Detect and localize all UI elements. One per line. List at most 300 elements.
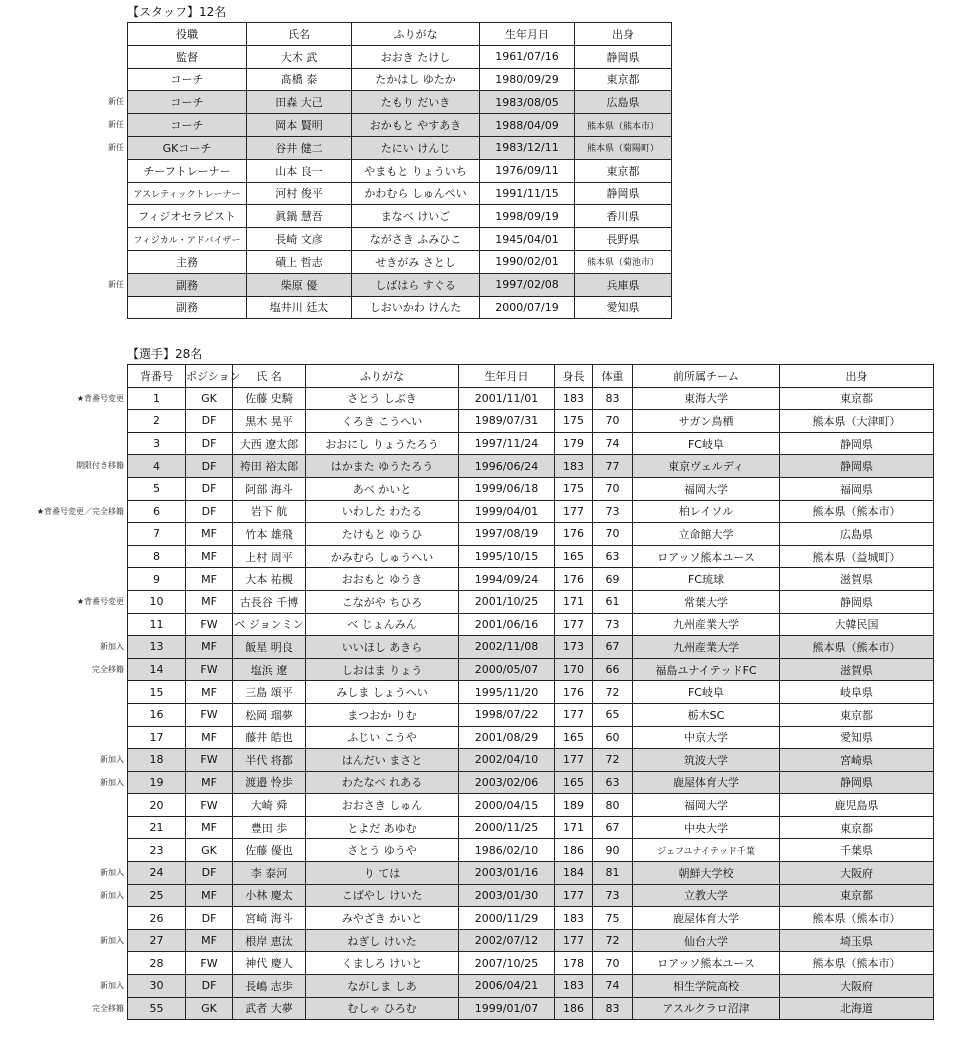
player-row [128,590,934,613]
player-origin-cell: 福岡県 [780,477,934,500]
staff-row [128,228,672,251]
player-row-note: 期限付き移籍 [76,461,124,471]
player-name-cell: 佐藤 史騎 [233,387,306,410]
staff-origin-cell: 熊本県（菊陽町） [575,136,672,159]
staff-dob-cell: 1976/09/11 [480,159,575,182]
player-kana-cell: べ じょんみん [306,613,459,636]
player-prev-cell: 立命館大学 [633,523,780,546]
staff-role-cell: 監督 [128,45,247,68]
player-pos-cell: DF [186,410,233,433]
staff-header-cell: 生年月日 [480,23,575,46]
staff-origin-cell: 熊本県（熊本市） [575,114,672,137]
staff-kana-cell: おおき たけし [352,45,480,68]
player-name-cell: 武者 大夢 [233,997,306,1020]
player-no-cell: 17 [128,726,186,749]
player-dob-cell: 2001/06/16 [459,613,555,636]
player-name-cell: 大西 遼太郎 [233,432,306,455]
player-prev-cell: ジェフユナイテッド千葉 [633,839,780,862]
player-row [128,862,934,885]
staff-row-note: 新任 [108,279,124,289]
player-weight-cell: 77 [593,455,633,478]
player-origin-cell: 静岡県 [780,455,934,478]
staff-dob-cell: 1961/07/16 [480,45,575,68]
player-no-cell: 10 [128,590,186,613]
player-row-note: 完全移籍 [92,1003,124,1013]
player-kana-cell: ねぎし けいた [306,929,459,952]
player-row [128,545,934,568]
player-weight-cell: 72 [593,681,633,704]
player-weight-cell: 74 [593,975,633,998]
player-row [128,794,934,817]
staff-role-cell: フィジカル・アドバイザー [128,228,247,251]
player-weight-cell: 83 [593,387,633,410]
player-height-cell: 171 [555,590,593,613]
players-header-cell: 身長 [555,365,593,388]
staff-origin-cell: 長野県 [575,228,672,251]
player-weight-cell: 63 [593,771,633,794]
player-dob-cell: 1989/07/31 [459,410,555,433]
player-no-cell: 20 [128,794,186,817]
staff-row [128,68,672,91]
player-row [128,658,934,681]
player-height-cell: 176 [555,523,593,546]
staff-kana-cell: たかはし ゆたか [352,68,480,91]
players-section-title: 【選手】28名 [127,347,203,361]
player-dob-cell: 2000/11/29 [459,907,555,930]
player-origin-cell: 鹿児島県 [780,794,934,817]
player-origin-cell: 愛知県 [780,726,934,749]
player-pos-cell: MF [186,726,233,749]
player-dob-cell: 2002/07/12 [459,929,555,952]
staff-row [128,273,672,296]
player-name-cell: 佐藤 優也 [233,839,306,862]
player-pos-cell: MF [186,771,233,794]
player-origin-cell: 東京都 [780,703,934,726]
player-no-cell: 19 [128,771,186,794]
player-kana-cell: ふじい こうや [306,726,459,749]
staff-dob-cell: 1945/04/01 [480,228,575,251]
player-pos-cell: FW [186,794,233,817]
staff-origin-cell: 広島県 [575,91,672,114]
player-height-cell: 177 [555,703,593,726]
player-weight-cell: 70 [593,477,633,500]
player-no-cell: 1 [128,387,186,410]
player-no-cell: 14 [128,658,186,681]
player-prev-cell: FC岐阜 [633,681,780,704]
player-name-cell: 袴田 裕太郎 [233,455,306,478]
player-dob-cell: 1997/11/24 [459,432,555,455]
player-prev-cell: 福岡大学 [633,794,780,817]
player-name-cell: 渡邉 怜歩 [233,771,306,794]
player-weight-cell: 80 [593,794,633,817]
player-weight-cell: 72 [593,749,633,772]
player-row [128,681,934,704]
players-header-cell: 出身 [780,365,934,388]
player-height-cell: 176 [555,568,593,591]
staff-origin-cell: 愛知県 [575,296,672,319]
staff-kana-cell: やまもと りょういち [352,159,480,182]
player-dob-cell: 1999/04/01 [459,500,555,523]
player-weight-cell: 75 [593,907,633,930]
player-origin-cell: 大阪府 [780,975,934,998]
player-pos-cell: GK [186,839,233,862]
players-header-cell: 生年月日 [459,365,555,388]
staff-name-cell: 髙橋 泰 [247,68,352,91]
player-no-cell: 2 [128,410,186,433]
player-no-cell: 13 [128,636,186,659]
player-height-cell: 177 [555,884,593,907]
player-prev-cell: 鹿屋体育大学 [633,907,780,930]
player-no-cell: 11 [128,613,186,636]
player-name-cell: 竹本 雄飛 [233,523,306,546]
staff-dob-cell: 1988/04/09 [480,114,575,137]
player-name-cell: 宮崎 海斗 [233,907,306,930]
staff-row-note: 新任 [108,143,124,152]
player-weight-cell: 61 [593,590,633,613]
staff-row [128,91,672,114]
player-weight-cell: 90 [593,839,633,862]
player-kana-cell: おおもと ゆうき [306,568,459,591]
player-kana-cell: はんだい まさと [306,749,459,772]
player-row [128,884,934,907]
player-prev-cell: 栃木SC [633,703,780,726]
player-weight-cell: 73 [593,500,633,523]
player-height-cell: 171 [555,816,593,839]
staff-name-cell: 田森 大己 [247,91,352,114]
staff-row-note: 新任 [108,97,124,107]
player-row-note: 新加入 [100,642,124,652]
player-height-cell: 173 [555,636,593,659]
staff-header-cell: 出身 [575,23,672,46]
staff-dob-cell: 1990/02/01 [480,250,575,273]
player-dob-cell: 2000/04/15 [459,794,555,817]
player-origin-cell: 熊本県（益城町） [780,545,934,568]
player-weight-cell: 81 [593,862,633,885]
staff-dob-cell: 1983/08/05 [480,91,575,114]
staff-dob-cell: 1980/09/29 [480,68,575,91]
staff-origin-cell: 熊本県（菊池市） [575,250,672,273]
player-origin-cell: 東京都 [780,884,934,907]
player-kana-cell: たけもと ゆうひ [306,523,459,546]
player-dob-cell: 2000/05/07 [459,658,555,681]
player-name-cell: ベ ジョンミン [233,613,306,636]
player-height-cell: 177 [555,929,593,952]
player-kana-cell: さとう ゆうや [306,839,459,862]
staff-row [128,114,672,137]
player-pos-cell: MF [186,523,233,546]
player-prev-cell: 朝鮮大学校 [633,862,780,885]
player-height-cell: 165 [555,545,593,568]
player-pos-cell: GK [186,997,233,1020]
player-no-cell: 16 [128,703,186,726]
staff-origin-cell: 兵庫県 [575,273,672,296]
player-height-cell: 177 [555,749,593,772]
player-pos-cell: DF [186,862,233,885]
player-weight-cell: 67 [593,636,633,659]
staff-name-cell: 磧上 哲志 [247,250,352,273]
player-pos-cell: FW [186,613,233,636]
player-row [128,839,934,862]
player-row [128,816,934,839]
staff-origin-cell: 静岡県 [575,182,672,205]
player-dob-cell: 2000/11/25 [459,816,555,839]
player-row-note: 新加入 [100,868,124,878]
player-prev-cell: 立教大学 [633,884,780,907]
player-weight-cell: 73 [593,613,633,636]
player-name-cell: 黒木 晃平 [233,410,306,433]
staff-name-cell: 大木 武 [247,45,352,68]
player-name-cell: 大本 祐槻 [233,568,306,591]
player-name-cell: 半代 将都 [233,749,306,772]
player-height-cell: 178 [555,952,593,975]
player-pos-cell: FW [186,749,233,772]
staff-row [128,250,672,273]
staff-origin-cell: 香川県 [575,205,672,228]
player-prev-cell: 常葉大学 [633,590,780,613]
player-row [128,952,934,975]
staff-origin-cell: 静岡県 [575,45,672,68]
player-origin-cell: 静岡県 [780,590,934,613]
player-origin-cell: 熊本県（熊本市） [780,907,934,930]
players-header-cell: 氏 名 [233,365,306,388]
player-kana-cell: こばやし けいた [306,884,459,907]
player-kana-cell: かみむら しゅうへい [306,545,459,568]
staff-name-cell: 山本 良一 [247,159,352,182]
staff-header-row [128,23,672,46]
player-prev-cell: 相生学院高校 [633,975,780,998]
player-pos-cell: DF [186,477,233,500]
staff-role-cell: コーチ [128,68,247,91]
staff-dob-cell: 1983/12/11 [480,136,575,159]
player-weight-cell: 83 [593,997,633,1020]
player-origin-cell: 熊本県（熊本市） [780,636,934,659]
player-row-note: 新加入 [100,936,124,945]
player-kana-cell: り ては [306,862,459,885]
players-header-row [128,365,934,388]
player-prev-cell: 九州産業大学 [633,636,780,659]
staff-role-cell: 副務 [128,296,247,319]
player-height-cell: 184 [555,862,593,885]
staff-role-cell: フィジオセラピスト [128,205,247,228]
player-height-cell: 186 [555,839,593,862]
staff-kana-cell: たにい けんじ [352,136,480,159]
player-name-cell: 長嶋 志歩 [233,975,306,998]
player-weight-cell: 60 [593,726,633,749]
player-kana-cell: はかまた ゆうたろう [306,455,459,478]
player-kana-cell: くましろ けいと [306,952,459,975]
players-header-cell: ふりがな [306,365,459,388]
player-kana-cell: むしゃ ひろむ [306,997,459,1020]
staff-row [128,205,672,228]
staff-section-title: 【スタッフ】12名 [127,5,227,19]
player-no-cell: 26 [128,907,186,930]
staff-row [128,296,672,319]
player-origin-cell: 北海道 [780,997,934,1020]
player-dob-cell: 2002/11/08 [459,636,555,659]
player-pos-cell: MF [186,636,233,659]
staff-row [128,45,672,68]
player-height-cell: 189 [555,794,593,817]
player-pos-cell: MF [186,929,233,952]
staff-name-cell: 長崎 文彦 [247,228,352,251]
staff-name-cell: 谷井 健二 [247,136,352,159]
staff-row [128,182,672,205]
player-pos-cell: FW [186,658,233,681]
player-height-cell: 170 [555,658,593,681]
player-pos-cell: MF [186,545,233,568]
player-height-cell: 186 [555,997,593,1020]
player-row-note: 新加入 [100,981,124,991]
player-row [128,975,934,998]
player-prev-cell: 中央大学 [633,816,780,839]
player-dob-cell: 2003/01/30 [459,884,555,907]
player-kana-cell: しおはま りょう [306,658,459,681]
player-kana-cell: とよだ あゆむ [306,816,459,839]
player-weight-cell: 70 [593,410,633,433]
players-header-cell: 体重 [593,365,633,388]
player-kana-cell: いいほし あきら [306,636,459,659]
player-prev-cell: 福島ユナイテッドFC [633,658,780,681]
player-dob-cell: 2001/10/25 [459,590,555,613]
player-height-cell: 175 [555,410,593,433]
staff-row [128,136,672,159]
players-header-cell: ポジション [186,365,233,388]
staff-table [127,22,672,319]
player-prev-cell: FC琉球 [633,568,780,591]
player-name-cell: 根岸 恵汰 [233,929,306,952]
staff-dob-cell: 1991/11/15 [480,182,575,205]
player-row [128,455,934,478]
staff-dob-cell: 1998/09/19 [480,205,575,228]
player-origin-cell: 東京都 [780,387,934,410]
staff-name-cell: 塩井川 廷太 [247,296,352,319]
staff-kana-cell: ながさき ふみひこ [352,228,480,251]
player-no-cell: 55 [128,997,186,1020]
player-prev-cell: ロアッソ熊本ユース [633,545,780,568]
player-dob-cell: 2001/11/01 [459,387,555,410]
player-no-cell: 4 [128,455,186,478]
player-origin-cell: 東京都 [780,816,934,839]
players-header-cell: 背番号 [128,365,186,388]
staff-origin-cell: 東京都 [575,68,672,91]
player-dob-cell: 1999/06/18 [459,477,555,500]
player-dob-cell: 2007/10/25 [459,952,555,975]
player-row [128,771,934,794]
staff-dob-cell: 1997/02/08 [480,273,575,296]
staff-kana-cell: たもり だいき [352,91,480,114]
player-row-note: 新加入 [100,777,124,787]
staff-role-cell: コーチ [128,91,247,114]
player-origin-cell: 大阪府 [780,862,934,885]
player-dob-cell: 1997/08/19 [459,523,555,546]
player-pos-cell: MF [186,590,233,613]
player-kana-cell: おおにし りょうたろう [306,432,459,455]
player-row-note: ★背番号変更 [76,393,124,403]
player-pos-cell: MF [186,568,233,591]
player-no-cell: 25 [128,884,186,907]
player-no-cell: 30 [128,975,186,998]
players-header-cell: 前所属チーム [633,365,780,388]
player-dob-cell: 2006/04/21 [459,975,555,998]
player-row-note: ★背番号変更 [76,597,124,606]
player-pos-cell: DF [186,500,233,523]
player-row [128,703,934,726]
player-dob-cell: 1986/02/10 [459,839,555,862]
player-kana-cell: おおさき しゅん [306,794,459,817]
player-name-cell: 飯星 明良 [233,636,306,659]
player-row-note: 完全移籍 [92,664,124,674]
player-row [128,749,934,772]
player-kana-cell: あべ かいと [306,477,459,500]
player-pos-cell: GK [186,387,233,410]
player-name-cell: 李 泰河 [233,862,306,885]
player-prev-cell: サガン鳥栖 [633,410,780,433]
player-kana-cell: ながしま しあ [306,975,459,998]
player-weight-cell: 63 [593,545,633,568]
player-name-cell: 上村 周平 [233,545,306,568]
player-name-cell: 豊田 歩 [233,816,306,839]
player-dob-cell: 1996/06/24 [459,455,555,478]
player-row [128,726,934,749]
player-row [128,432,934,455]
player-dob-cell: 2002/04/10 [459,749,555,772]
player-name-cell: 松岡 瑠夢 [233,703,306,726]
player-dob-cell: 2001/08/29 [459,726,555,749]
player-height-cell: 183 [555,455,593,478]
staff-header-cell: 役職 [128,23,247,46]
player-pos-cell: FW [186,952,233,975]
player-prev-cell: 柏レイソル [633,500,780,523]
player-dob-cell: 1994/09/24 [459,568,555,591]
player-name-cell: 阿部 海斗 [233,477,306,500]
player-prev-cell: 仙台大学 [633,929,780,952]
player-weight-cell: 67 [593,816,633,839]
player-no-cell: 28 [128,952,186,975]
player-origin-cell: 熊本県（熊本市） [780,500,934,523]
staff-role-cell: コーチ [128,114,247,137]
player-prev-cell: FC岐阜 [633,432,780,455]
player-prev-cell: 東海大学 [633,387,780,410]
player-row-note: ★背番号変更／完全移籍 [36,506,124,516]
player-row [128,387,934,410]
player-pos-cell: MF [186,681,233,704]
player-name-cell: 神代 慶人 [233,952,306,975]
player-origin-cell: 大韓民国 [780,613,934,636]
player-dob-cell: 1995/11/20 [459,681,555,704]
player-dob-cell: 2003/02/06 [459,771,555,794]
staff-origin-cell: 東京都 [575,159,672,182]
staff-kana-cell: おかもと やすあき [352,114,480,137]
player-no-cell: 23 [128,839,186,862]
staff-role-cell: 副務 [128,273,247,296]
player-height-cell: 165 [555,726,593,749]
player-weight-cell: 70 [593,523,633,546]
player-row [128,997,934,1020]
player-origin-cell: 滋賀県 [780,568,934,591]
player-origin-cell: 静岡県 [780,432,934,455]
player-no-cell: 6 [128,500,186,523]
player-dob-cell: 1998/07/22 [459,703,555,726]
player-weight-cell: 65 [593,703,633,726]
staff-role-cell: チーフトレーナー [128,159,247,182]
staff-kana-cell: まなべ けいご [352,205,480,228]
staff-header-cell: 氏名 [247,23,352,46]
player-prev-cell: 鹿屋体育大学 [633,771,780,794]
player-origin-cell: 埼玉県 [780,929,934,952]
player-prev-cell: 九州産業大学 [633,613,780,636]
player-row [128,568,934,591]
players-table [127,364,934,1020]
